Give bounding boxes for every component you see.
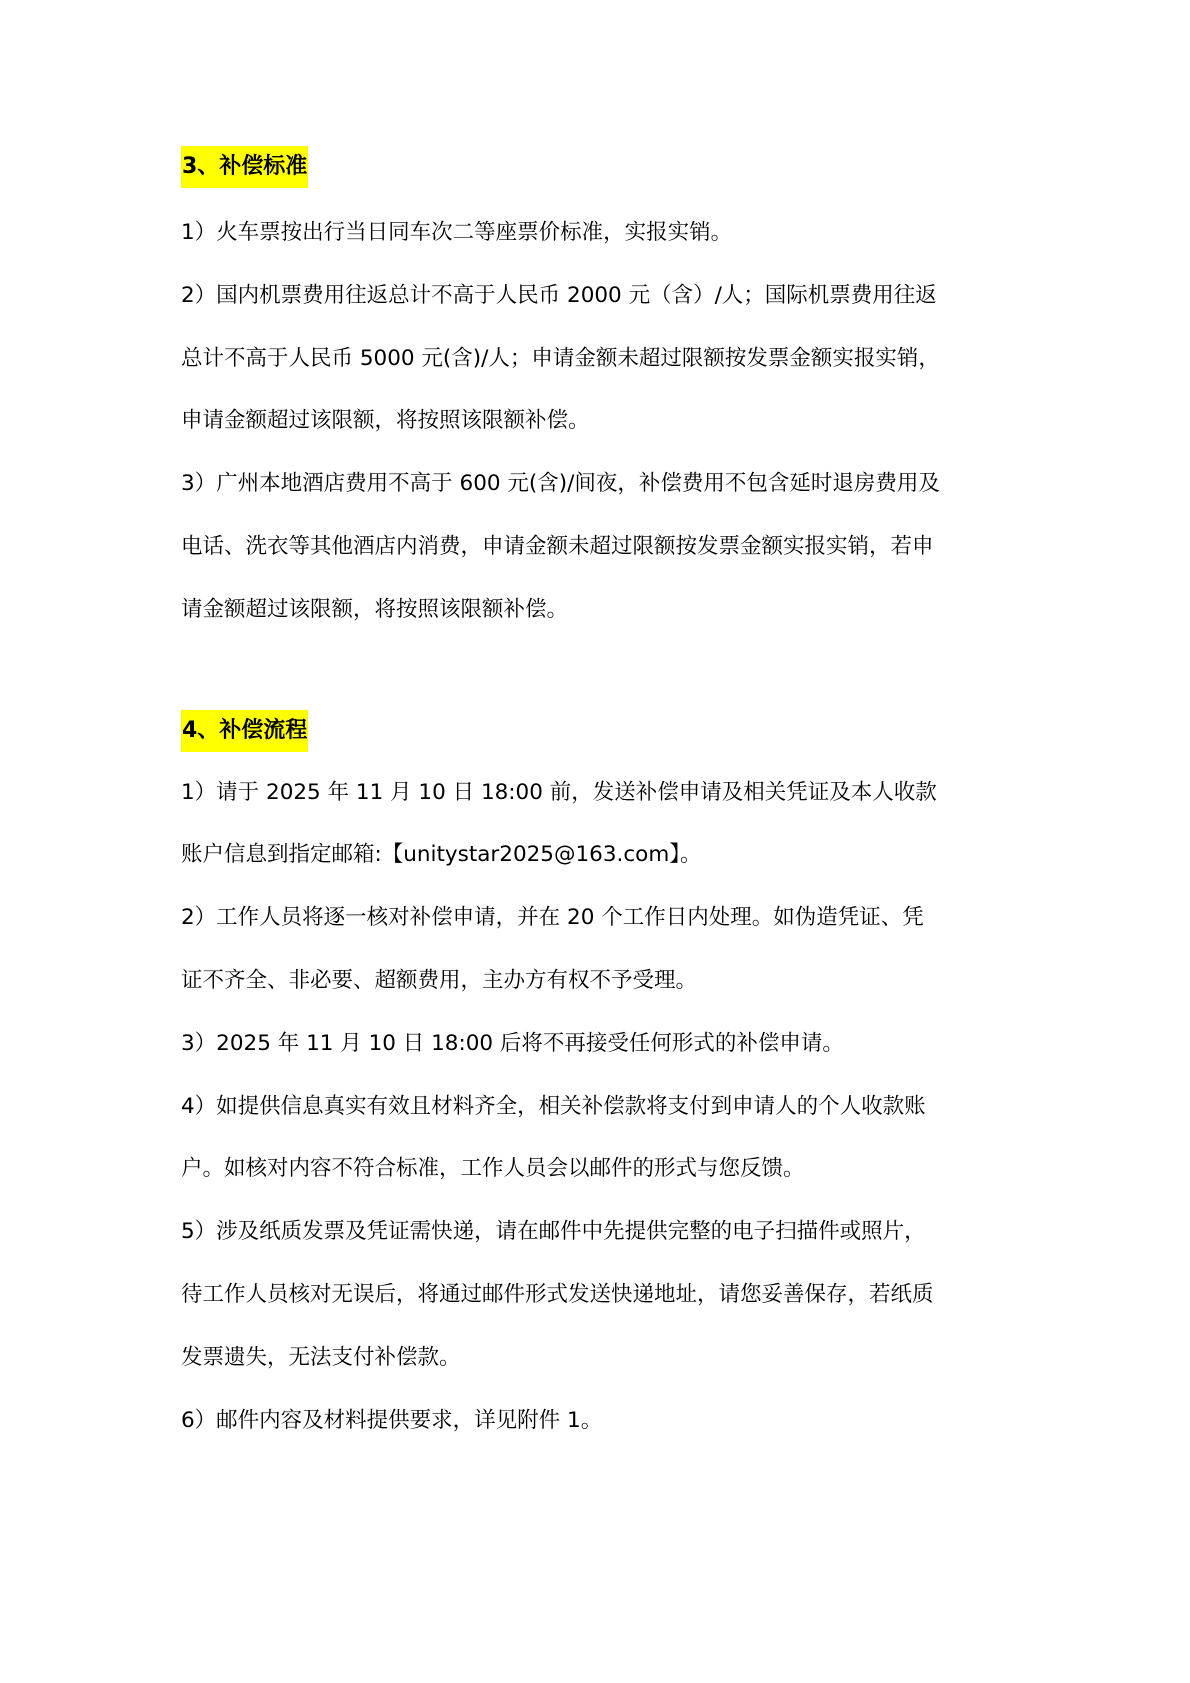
paragraph-line: 证不齐全、非必要、超额费用，主办方有权不予受理。 <box>181 967 698 993</box>
paragraph-line: 2）工作人员将逐一核对补偿申请，并在 20 个工作日内处理。如伪造凭证、凭 <box>181 905 924 931</box>
paragraph-line: 户。如核对内容不符合标准，工作人员会以邮件的形式与您反馈。 <box>181 1156 805 1182</box>
paragraph-line: 发票遗失，无法支付补偿款。 <box>181 1344 461 1370</box>
paragraph-line: 3）广州本地酒店费用不高于 600 元(含)/间夜，补偿费用不包含延时退房费用及 <box>181 471 940 497</box>
section-heading: 3、补偿标准 <box>181 146 308 188</box>
paragraph-line: 电话、洗衣等其他酒店内消费，申请金额未超过限额按发票金额实报实销，若申 <box>181 533 934 559</box>
paragraph-line: 账户信息到指定邮箱:【unitystar2025@163.com】。 <box>181 842 702 868</box>
paragraph-line: 总计不高于人民币 5000 元(含)/人；申请金额未超过限额按发票金额实报实销， <box>181 345 940 371</box>
paragraph-line: 请金额超过该限额，将按照该限额补偿。 <box>181 596 569 622</box>
paragraph-line: 6）邮件内容及材料提供要求，详见附件 1。 <box>181 1407 603 1433</box>
paragraph-line: 3）2025 年 11 月 10 日 18:00 后将不再接受任何形式的补偿申请。 <box>181 1030 844 1056</box>
paragraph-line: 2）国内机票费用往返总计不高于人民币 2000 元（含）/人；国际机票费用往返 <box>181 282 937 308</box>
paragraph-line: 申请金额超过该限额，将按照该限额补偿。 <box>181 408 590 434</box>
paragraph-line: 1）请于 2025 年 11 月 10 日 18:00 前，发送补偿申请及相关凭证及本人收款 <box>181 779 937 805</box>
section-compensation-standard <box>181 146 1021 642</box>
section-compensation-process <box>181 710 1021 1453</box>
paragraph-line: 1）火车票按出行当日同车次二等座票价标准，实报实销。 <box>181 220 733 245</box>
paragraph-line: 待工作人员核对无误后，将通过邮件形式发送快递地址，请您妥善保存，若纸质 <box>181 1281 934 1307</box>
section-heading: 4、补偿流程 <box>181 710 308 752</box>
paragraph-line: 4）如提供信息真实有效且材料齐全，相关补偿款将支付到申请人的个人收款账 <box>181 1093 926 1119</box>
paragraph-line: 5）涉及纸质发票及凭证需快递，请在邮件中先提供完整的电子扫描件或照片， <box>181 1219 926 1245</box>
document-content <box>181 146 1021 1452</box>
